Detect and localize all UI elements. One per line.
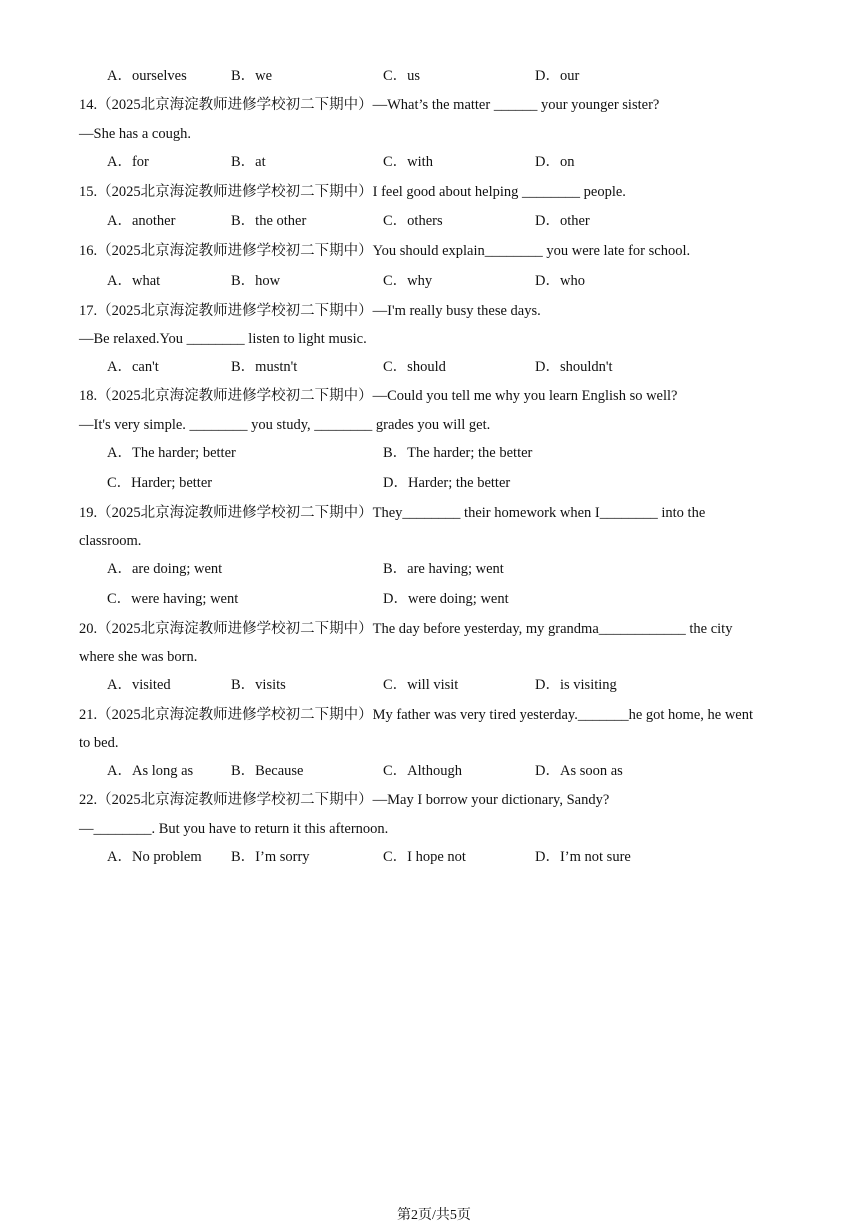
- option-d: D．other: [535, 213, 590, 229]
- option-a: A．for: [107, 154, 149, 170]
- option-d: D．on: [535, 154, 575, 170]
- option-d: D．As soon as: [535, 763, 623, 779]
- question-stem: 22.（2025北京海淀教师进修学校初二下期中）—May I borrow your dictionary, Sandy?: [79, 792, 610, 808]
- option-c: C．should: [383, 359, 446, 375]
- option-a: A．No problem: [107, 849, 202, 865]
- option-a: A．can't: [107, 359, 159, 375]
- question-continuation: —Be relaxed.You ________ listen to light music.: [79, 331, 367, 347]
- option-a: A．another: [107, 213, 176, 229]
- option-d: D．were doing; went: [383, 591, 509, 607]
- option-b: B．Because: [231, 763, 304, 779]
- option-c: C．will visit: [383, 677, 459, 693]
- option-b: B．the other: [231, 213, 307, 229]
- option-d: D．is visiting: [535, 677, 617, 693]
- option-d: D．who: [535, 273, 585, 289]
- option-d: D．Harder; the better: [383, 475, 511, 491]
- question-continuation: —It's very simple. ________ you study, ________ grades you will get.: [79, 417, 491, 433]
- option-b: B．are having; went: [383, 561, 504, 577]
- question-stem: 21.（2025北京海淀教师进修学校初二下期中）My father was very tired yesterday._______he got home, he went: [79, 707, 754, 723]
- question-stem: 20.（2025北京海淀教师进修学校初二下期中）The day before yesterday, my grandma____________ the city: [79, 621, 733, 637]
- option-b: B．The harder; the better: [383, 445, 533, 461]
- option-b: B．we: [231, 68, 273, 84]
- question-stem: 16.（2025北京海淀教师进修学校初二下期中）You should explain________ you were late for school.: [79, 243, 691, 259]
- question-continuation: where she was born.: [79, 649, 198, 665]
- option-b: B．I’m sorry: [231, 849, 310, 865]
- option-b: B．at: [231, 154, 266, 170]
- option-c: C．I hope not: [383, 849, 466, 865]
- question-stem: 19.（2025北京海淀教师进修学校初二下期中）They________ their homework when I________ into the: [79, 505, 706, 521]
- option-a: A．what: [107, 273, 161, 289]
- question-continuation: —________. But you have to return it this afternoon.: [79, 821, 389, 837]
- option-c: C．why: [383, 273, 433, 289]
- question-continuation: classroom.: [79, 533, 142, 549]
- option-a: A．ourselves: [107, 68, 187, 84]
- option-c: C．with: [383, 154, 433, 170]
- question-continuation: —She has a cough.: [79, 126, 191, 142]
- option-b: B．mustn't: [231, 359, 298, 375]
- page-number: 第2页/共5页: [397, 1208, 471, 1223]
- option-a: A．The harder; better: [107, 445, 236, 461]
- option-d: D．shouldn't: [535, 359, 613, 375]
- question-stem: 18.（2025北京海淀教师进修学校初二下期中）—Could you tell me why you learn English so well?: [79, 388, 678, 404]
- option-c: C．Although: [383, 763, 462, 779]
- option-d: D．I’m not sure: [535, 849, 631, 865]
- option-b: B．how: [231, 273, 281, 289]
- option-d: D．our: [535, 68, 580, 84]
- option-c: C．Harder; better: [107, 475, 213, 491]
- option-a: A．are doing; went: [107, 561, 223, 577]
- option-a: A．visited: [107, 677, 171, 693]
- question-stem: 15.（2025北京海淀教师进修学校初二下期中）I feel good about helping ________ people.: [79, 184, 626, 200]
- option-c: C．others: [383, 213, 443, 229]
- option-c: C．were having; went: [107, 591, 239, 607]
- option-b: B．visits: [231, 677, 286, 693]
- option-c: C．us: [383, 68, 421, 84]
- question-stem: 17.（2025北京海淀教师进修学校初二下期中）—I'm really busy these days.: [79, 303, 541, 319]
- option-a: A．As long as: [107, 763, 194, 779]
- question-stem: 14.（2025北京海淀教师进修学校初二下期中）—What’s the matter ______ your younger sister?: [79, 97, 660, 113]
- question-continuation: to bed.: [79, 735, 119, 751]
